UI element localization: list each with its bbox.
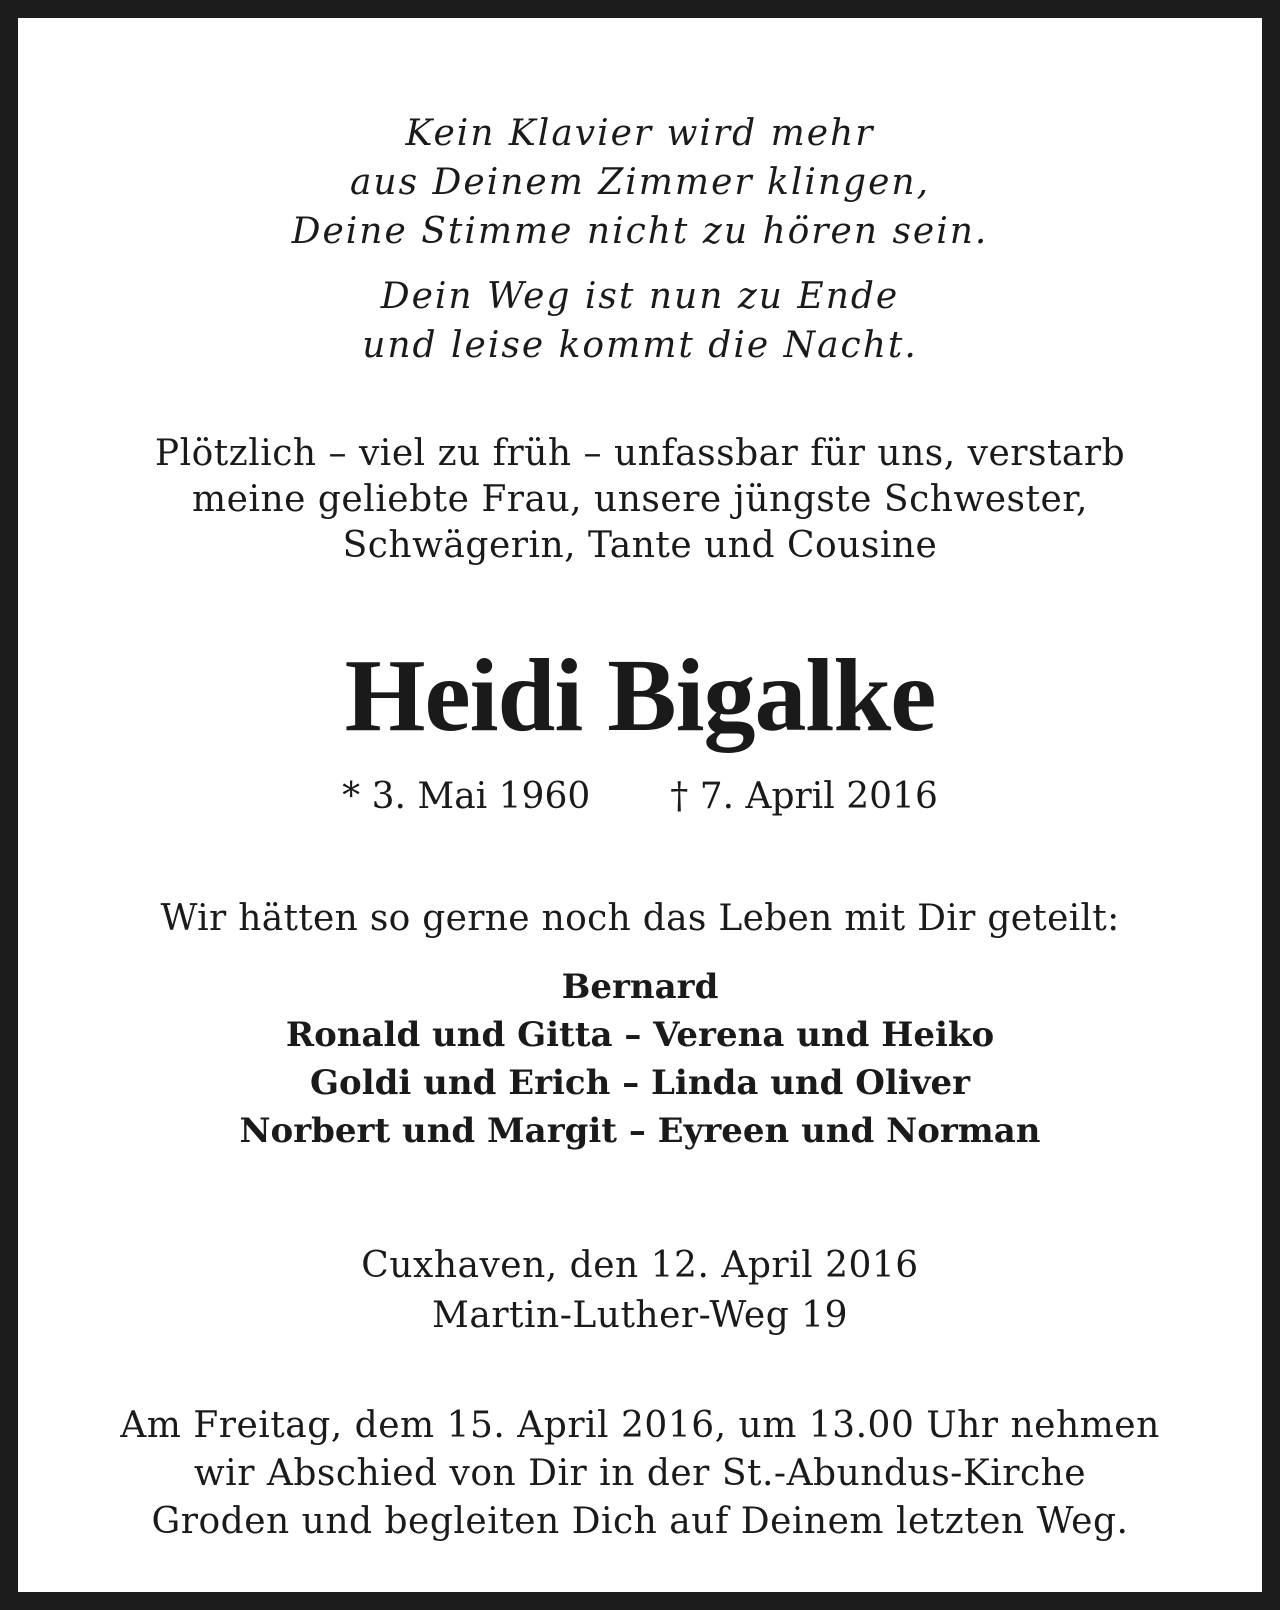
poem-line: Kein Klavier wird mehr xyxy=(405,113,875,154)
announcement-line: meine geliebte Frau, unsere jüngste Schwester, xyxy=(192,479,1088,520)
funeral-line: wir Abschied von Dir in der St.-Abundus-Kirche xyxy=(193,1453,1087,1494)
obituary-content xyxy=(36,36,1244,1574)
mourner-line: Bernard xyxy=(561,967,719,1007)
mourner-line: Norbert und Margit – Eyreen und Norman xyxy=(239,1111,1041,1151)
death-date: † 7. April 2016 xyxy=(670,776,938,817)
mourner-line: Ronald und Gitta – Verena und Heiko xyxy=(285,1015,995,1055)
address: Martin-Luther-Weg 19 xyxy=(432,1295,848,1336)
announcement-line: Schwägerin, Tante und Cousine xyxy=(342,525,938,566)
life-dates xyxy=(36,774,1244,820)
announcement-line: Plötzlich – viel zu früh – unfassbar für uns, verstarb xyxy=(154,433,1126,474)
death-announcement xyxy=(36,431,1244,569)
poem-stanza-1 xyxy=(36,109,1244,256)
shared-life-text: Wir hätten so gerne noch das Leben mit Dir geteilt: xyxy=(160,898,1120,939)
funeral-line: Groden und begleiten Dich auf Deinem letzten Weg. xyxy=(151,1501,1129,1542)
deceased-name: Heidi Bigalke xyxy=(344,638,936,753)
mourner-line: Goldi und Erich – Linda und Oliver xyxy=(309,1063,971,1103)
poem-line: Dein Weg ist nun zu Ende xyxy=(380,276,900,317)
poem-stanza-2 xyxy=(36,272,1244,370)
place-and-address xyxy=(36,1241,1244,1341)
poem-line: Deine Stimme nicht zu hören sein. xyxy=(291,211,989,252)
funeral-notice xyxy=(36,1402,1244,1546)
funeral-line: Am Freitag, dem 15. April 2016, um 13.00 Uhr nehmen xyxy=(120,1405,1160,1446)
mourners-list xyxy=(36,963,1244,1155)
poem-line: aus Deinem Zimmer klingen, xyxy=(349,162,931,203)
birth-date: * 3. Mai 1960 xyxy=(342,776,591,817)
poem-line: und leise kommt die Nacht. xyxy=(362,325,918,366)
city-date: Cuxhaven, den 12. April 2016 xyxy=(361,1245,919,1286)
